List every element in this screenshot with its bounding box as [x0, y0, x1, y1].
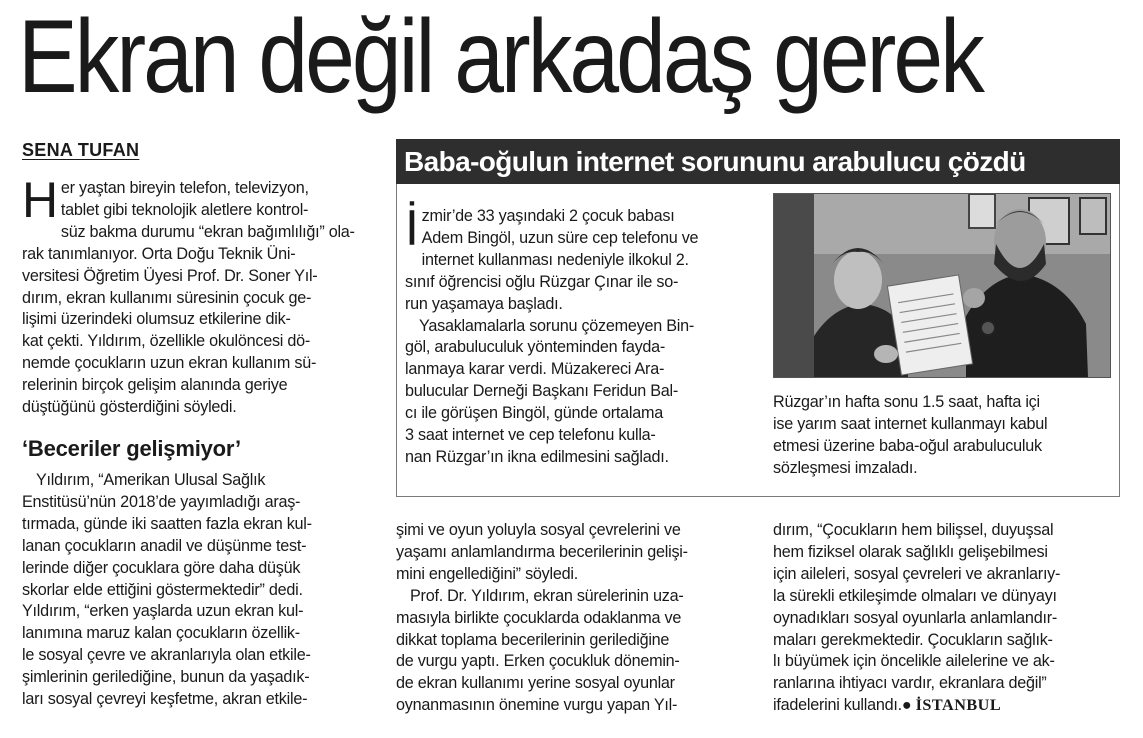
article-column-1-continued: [22, 470, 387, 711]
article-column-2: [396, 520, 761, 717]
drop-cap: İ: [405, 200, 419, 256]
paragraph: şimi ve oyun yoluyla sosyal çevrelerini ve yaşamı anlamlandırma becerilerinin gelişi- mini engellediğini” söyledi.: [396, 521, 688, 583]
headline: Ekran değil arkadaş gerek: [18, 0, 982, 115]
sidebar-box-title: Baba-oğulun internet sorununu arabulucu çözdü: [396, 139, 1120, 184]
dateline: İSTANBUL: [915, 696, 1002, 715]
subheading: ‘Beceriler gelişmiyor’: [22, 436, 241, 461]
article-column-1: [22, 172, 387, 419]
article-column-3: [773, 520, 1138, 717]
photo-father-and-son: [773, 193, 1111, 378]
sidebar-box-text: [405, 200, 765, 469]
paragraph: dırım, “Çocukların hem bilişsel, duyuşsal hem fiziksel olarak sağlıklı gelişebilmesi için aileleri, sosyal çevreleri ve akranlarıy- la sürekli etkileşimde olmaları ve dünyayı oynadıkları sosyal oyunlarla anlamlandır- maları gerekmektedir. Çocukların sağlık- lı büyümek için öncelikle ailelerine ve ak- ranlarına ihtiyacı vardır, ekranlara değil” ifadelerini kullandı.: [773, 521, 1061, 715]
drop-cap: H: [22, 172, 58, 228]
end-mark: ●: [901, 696, 912, 715]
sidebar-paragraph-2: Yasaklamalarla sorunu çözemeyen Bin- göl, arabuluculuk yönteminden fayda- lanmaya karar verdi. Müzakereci Ara- bulucular Derneği Başkanı Feridun Bal- cı ile görüşen Bingöl, günde ortalama 3 saat internet ve cep telefonu kulla- nan Rüzgar’ın ikna edilmesini sağladı.: [405, 316, 695, 466]
photo-caption: Rüzgar’ın hafta sonu 1.5 saat, hafta içi ise yarım saat internet kullanmayı kabul etmesi üzerine baba-oğul arabuluculuk sözleşmesi imzaladı.: [773, 393, 1048, 477]
paragraph: Prof. Dr. Yıldırım, ekran sürelerinin uza- masıyla birlikte çocuklarda odaklanma ve dikkat toplama becerilerinin gerilediğine de vurgu yaptı. Erken çocukluk dönemin- de ekran kullanımı yerine sosyal oyunlar oynanmasının önemine vurgu yapan Yıl-: [396, 586, 684, 715]
intro-paragraph: er yaştan bireyin telefon, televizyon, tablet gibi teknolojik aletlere kontrol- süz bakma durumu “ekran bağımlılığı” ola- rak tanımlanıyor. Orta Doğu Teknik Üni- versitesi Öğretim Üyesi Prof. Dr. Soner Yıl- dırım, ekran kullanımı süresinin çocuk ge- lişimi üzerindeki olumsuz etkilerine dik- kat çekti. Yıldırım, özellikle okulöncesi dö- nemde çocukların uzun ekran kullanım sü- relerinin birçok gelişim alanında geriye düştüğünü gösterdiğini söyledi.: [22, 179, 355, 417]
paragraph: Yıldırım, “Amerikan Ulusal Sağlık Enstitüsü’nün 2018’de yayımladığı araş- tırmada, günde iki saatten fazla ekran kul- lanan çocukların anadil ve düşünme test- lerinde diğer çocuklara göre daha düşük skorlar elde ettiğini göstermektedir” dedi. Yıldırım, “erken yaşlarda uzun ekran kul- lanımına maruz kalan çocukların özellik- le sosyal çevre ve akranlarıyla olan etkile- şimlerinin gerilediğine, bunun da yaşadık- ları sosyal çevreyi keşfetme, akran etkile-: [22, 471, 312, 709]
sidebar-paragraph-1: zmir’de 33 yaşındaki 2 çocuk babası Adem Bingöl, uzun süre cep telefonu ve internet kullanması nedeniyle ilkokul 2. sınıf öğrencisi oğlu Rüzgar Çınar ile so- run yaşamaya başladı.: [405, 207, 699, 313]
byline: SENA TUFAN: [22, 140, 140, 160]
